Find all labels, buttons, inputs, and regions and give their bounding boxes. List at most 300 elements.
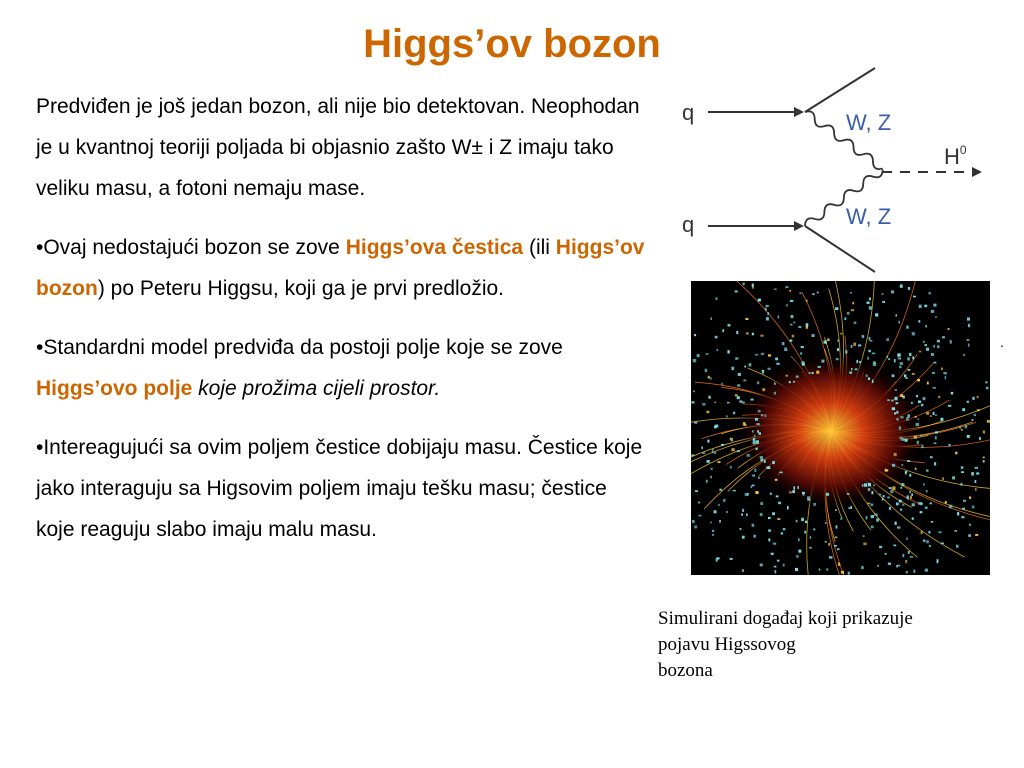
detector-hit xyxy=(977,396,979,398)
detector-hit xyxy=(726,415,728,417)
p3-text-c: koje prožima cijeli prostor. xyxy=(192,377,441,400)
higgs-particle-term: Higgs’ova čestica xyxy=(345,236,524,259)
detector-hit xyxy=(909,491,911,494)
detector-hit xyxy=(962,508,965,510)
detector-hit xyxy=(776,363,780,365)
detector-hit xyxy=(768,368,771,370)
detector-hit xyxy=(887,399,890,401)
detector-hit xyxy=(848,507,850,509)
detector-hit xyxy=(920,511,923,513)
detector-hit xyxy=(760,564,763,567)
detector-hit xyxy=(793,322,795,324)
detector-hit xyxy=(926,412,929,415)
detector-hit xyxy=(956,545,959,548)
detector-hit xyxy=(847,312,850,315)
detector-hit xyxy=(929,545,931,547)
detector-hit xyxy=(862,484,864,487)
detector-hit xyxy=(730,558,733,560)
detector-hit xyxy=(760,458,763,461)
detector-hit xyxy=(924,305,927,308)
detector-hit xyxy=(855,368,858,370)
detector-hit xyxy=(836,525,838,528)
detector-hit xyxy=(766,317,769,320)
detector-hit xyxy=(721,444,724,446)
detector-hit xyxy=(821,360,824,363)
detector-hit xyxy=(792,335,795,338)
detector-hit xyxy=(917,418,919,420)
detector-hit xyxy=(825,522,827,524)
detector-hit xyxy=(789,290,791,292)
detector-hit xyxy=(957,512,959,515)
detector-hit xyxy=(915,468,917,471)
detector-hit xyxy=(719,489,721,491)
detector-hit xyxy=(781,532,783,534)
p2-text-c: (ili xyxy=(523,236,556,259)
detector-hit xyxy=(755,469,757,472)
detector-hit xyxy=(762,388,765,391)
detector-hit xyxy=(790,340,793,342)
detector-hit xyxy=(716,557,719,559)
detector-hit xyxy=(983,431,985,434)
detector-hit xyxy=(706,480,708,483)
detector-hit xyxy=(752,524,755,527)
detector-hit xyxy=(963,500,966,502)
detector-hit xyxy=(896,314,898,316)
caption-line-1: Simulirani događaj koji prikazuje xyxy=(658,608,913,629)
detector-hit xyxy=(879,546,882,548)
detector-hit xyxy=(798,326,801,328)
detector-hit xyxy=(779,472,783,474)
detector-hit xyxy=(907,357,910,360)
detector-hit xyxy=(785,286,788,288)
detector-hit xyxy=(920,435,922,437)
detector-hit xyxy=(889,507,891,510)
detector-hit xyxy=(710,377,712,379)
higgs-event-simulation-image xyxy=(691,281,990,575)
detector-hit xyxy=(742,536,745,539)
detector-hit xyxy=(731,448,734,451)
detector-hit xyxy=(812,293,815,295)
detector-hit xyxy=(900,437,902,440)
detector-hit xyxy=(755,418,758,421)
detector-hit xyxy=(693,391,695,393)
detector-hit xyxy=(967,318,970,321)
detector-hit xyxy=(712,449,714,451)
detector-hit xyxy=(819,569,821,571)
detector-hit xyxy=(841,571,844,574)
detector-hit xyxy=(828,543,830,546)
detector-hit xyxy=(906,419,909,421)
detector-hit xyxy=(706,411,709,414)
detector-hit xyxy=(770,493,772,495)
detector-hit xyxy=(854,322,857,324)
detector-hit xyxy=(768,529,771,532)
detector-hit xyxy=(937,345,940,348)
detector-hit xyxy=(755,354,758,356)
detector-hit xyxy=(907,460,910,462)
detector-hit xyxy=(869,306,872,309)
detector-hit xyxy=(926,490,928,492)
detector-hit xyxy=(859,361,861,363)
detector-hit xyxy=(871,491,873,494)
detector-hit xyxy=(919,351,922,353)
detector-hit xyxy=(796,555,799,558)
detector-hit xyxy=(986,387,989,390)
detector-hit xyxy=(969,496,971,499)
detector-hit xyxy=(768,517,771,519)
detector-hit xyxy=(891,290,894,293)
detector-hit xyxy=(873,363,876,366)
detector-hit xyxy=(908,369,911,371)
detector-hit xyxy=(930,415,932,417)
detector-hit xyxy=(975,480,977,483)
detector-hit xyxy=(951,392,953,395)
detector-hit xyxy=(760,513,763,516)
detector-hit xyxy=(983,460,985,463)
detector-hit xyxy=(849,372,852,374)
detector-hit xyxy=(715,336,718,339)
detector-hit xyxy=(941,543,944,545)
detector-hit xyxy=(697,354,700,357)
detector-hit xyxy=(906,417,908,419)
detector-hit xyxy=(782,342,785,345)
detector-hit xyxy=(773,543,776,545)
stray-dot: . xyxy=(1000,334,1004,350)
detector-hit xyxy=(908,287,910,290)
detector-hit xyxy=(752,333,754,336)
detector-hit xyxy=(934,442,937,444)
detector-hit xyxy=(789,381,791,383)
quark-top-label: q xyxy=(682,100,695,125)
detector-hit xyxy=(753,441,756,444)
detector-hit xyxy=(911,494,913,496)
detector-hit xyxy=(905,560,907,563)
detector-hit xyxy=(714,426,717,429)
detector-hit xyxy=(952,476,955,479)
detector-hit xyxy=(892,407,895,410)
detector-hit xyxy=(926,348,929,351)
detector-hit xyxy=(744,366,746,368)
detector-hit xyxy=(965,425,968,428)
detector-hit xyxy=(975,534,978,536)
detector-hit xyxy=(935,414,937,416)
detector-hit xyxy=(775,358,778,361)
detector-hit xyxy=(758,410,761,412)
detector-hit xyxy=(730,438,732,441)
detector-hit xyxy=(752,485,755,487)
detector-hit xyxy=(921,531,923,534)
detector-hit xyxy=(708,396,711,399)
detector-hit xyxy=(838,340,840,342)
detector-hit xyxy=(934,362,936,364)
detector-hit xyxy=(802,492,805,494)
detector-hit xyxy=(889,487,892,489)
detector-hit xyxy=(702,403,705,405)
detector-hit xyxy=(916,423,919,426)
detector-hit xyxy=(710,317,712,320)
paragraph-3 xyxy=(36,327,646,409)
detector-hit xyxy=(866,375,868,377)
detector-hit xyxy=(705,369,707,372)
detector-hit xyxy=(928,531,930,534)
detector-hit xyxy=(891,400,893,402)
detector-hit xyxy=(900,509,902,511)
detector-hit xyxy=(949,505,953,509)
detector-hit xyxy=(777,518,780,520)
detector-hit xyxy=(712,451,714,454)
detector-hit xyxy=(943,372,947,374)
detector-hit xyxy=(926,540,929,543)
detector-hit xyxy=(836,358,839,360)
detector-hit xyxy=(791,315,794,318)
detector-hit xyxy=(852,302,854,304)
detector-hit xyxy=(871,526,874,529)
detector-hit xyxy=(977,409,980,411)
detector-hit xyxy=(737,396,740,399)
detector-hit xyxy=(775,570,777,573)
detector-hit xyxy=(692,520,695,523)
detector-hit xyxy=(755,491,758,494)
detector-hit xyxy=(813,503,816,506)
detector-hit xyxy=(912,517,914,519)
detector-hit xyxy=(923,540,925,543)
detector-hit xyxy=(921,404,924,407)
detector-hit xyxy=(760,456,763,458)
detector-hit xyxy=(764,460,766,463)
slide-title: Higgs’ov bozon xyxy=(363,22,661,66)
detector-hit xyxy=(717,461,720,463)
detector-hit xyxy=(894,397,897,401)
detector-hit xyxy=(910,496,912,499)
detector-hit xyxy=(752,475,755,477)
detector-hit xyxy=(900,416,903,418)
detector-hit xyxy=(899,426,901,429)
detector-hit xyxy=(824,340,827,343)
detector-hit xyxy=(708,376,710,379)
detector-hit xyxy=(777,560,780,562)
detector-hit xyxy=(712,530,714,532)
detector-hit xyxy=(793,486,795,489)
detector-hit xyxy=(691,401,694,404)
detector-hit xyxy=(963,354,965,356)
detector-hit xyxy=(778,502,781,505)
detector-hit xyxy=(931,521,933,523)
detector-hit xyxy=(774,566,777,568)
detector-hit xyxy=(744,424,747,426)
detector-hit xyxy=(901,487,903,489)
detector-hit xyxy=(935,436,937,439)
paragraph-4: •Intereagujući sa ovim poljem čestice dobijaju masu. Čestice koje jako interaguju sa Higsovim poljem imaju tešku masu; čestice koje reaguju slabo imaju malu masu. xyxy=(36,436,643,541)
detector-hit xyxy=(906,326,909,329)
detector-hit xyxy=(937,559,939,562)
paragraph-2 xyxy=(36,227,646,309)
detector-hit xyxy=(899,500,902,503)
detector-hit xyxy=(856,360,858,363)
detector-hit xyxy=(930,456,933,458)
detector-hit xyxy=(925,325,927,327)
detector-hit xyxy=(893,545,896,547)
detector-hit xyxy=(827,339,829,342)
detector-hit xyxy=(901,464,903,466)
detector-hit xyxy=(712,534,714,536)
detector-hit xyxy=(784,348,787,350)
detector-hit xyxy=(911,402,913,404)
detector-hit xyxy=(834,545,837,547)
caption-line-3: bozona xyxy=(658,660,713,681)
detector-hit xyxy=(908,414,911,417)
detector-hit xyxy=(754,435,756,438)
detector-hit xyxy=(920,503,923,505)
detector-hit xyxy=(749,363,752,366)
detector-hit xyxy=(876,518,879,521)
detector-hit xyxy=(808,372,811,374)
detector-hit xyxy=(871,515,874,518)
detector-hit xyxy=(840,518,842,520)
detector-hit xyxy=(945,501,947,504)
detector-hit xyxy=(801,518,804,521)
detector-hit xyxy=(933,345,935,348)
detector-hit xyxy=(710,522,712,524)
detector-hit xyxy=(741,514,743,516)
detector-hit xyxy=(783,528,786,530)
detector-hit xyxy=(924,344,927,346)
detector-hit xyxy=(869,337,871,341)
detector-hit xyxy=(972,397,974,400)
detector-hit xyxy=(743,402,745,404)
detector-hit xyxy=(714,510,717,513)
detector-hit xyxy=(761,415,763,417)
detector-hit xyxy=(714,452,716,454)
detector-hit xyxy=(746,513,748,516)
detector-hit xyxy=(858,345,861,347)
detector-hit xyxy=(736,331,738,334)
detector-hit xyxy=(886,338,889,341)
detector-hit xyxy=(894,453,897,456)
detector-hit xyxy=(974,414,976,416)
detector-hit xyxy=(694,334,696,336)
detector-hit xyxy=(825,541,827,543)
detector-hit xyxy=(746,332,749,334)
detector-hit xyxy=(967,435,970,438)
detector-hit xyxy=(826,493,829,496)
detector-hit xyxy=(908,551,910,554)
detector-hit xyxy=(914,436,917,439)
detector-hit xyxy=(731,438,733,441)
detector-hit xyxy=(847,493,850,495)
detector-hit xyxy=(754,535,756,538)
detector-hit xyxy=(870,340,873,342)
detector-hit xyxy=(971,472,974,476)
detector-hit xyxy=(882,293,884,295)
detector-hit xyxy=(918,401,921,404)
detector-hit xyxy=(800,352,802,354)
detector-hit xyxy=(925,507,928,510)
detector-hit xyxy=(850,506,852,509)
detector-hit xyxy=(985,381,988,383)
detector-hit xyxy=(906,571,909,573)
detector-hit xyxy=(906,537,908,540)
detector-hit xyxy=(933,412,935,415)
detector-hit xyxy=(806,300,808,302)
detector-hit xyxy=(942,477,944,480)
quark-top-out xyxy=(805,68,875,112)
detector-hit xyxy=(771,553,774,555)
detector-hit xyxy=(716,297,718,300)
detector-hit xyxy=(790,324,793,326)
detector-hit xyxy=(753,438,755,441)
detector-hit xyxy=(914,416,917,418)
detector-hit xyxy=(766,467,769,469)
detector-hit xyxy=(760,335,763,337)
detector-hit xyxy=(967,401,969,403)
detector-hit xyxy=(848,572,850,575)
detector-hit xyxy=(711,468,713,470)
detector-hit xyxy=(867,357,869,360)
detector-hit xyxy=(932,372,935,374)
detector-hit xyxy=(890,490,893,493)
detector-hit xyxy=(935,316,937,318)
detector-hit xyxy=(968,324,970,327)
detector-hit xyxy=(935,431,938,433)
detector-hit xyxy=(745,493,748,496)
detector-hit xyxy=(739,400,742,402)
detector-hit xyxy=(851,368,853,370)
detector-hit xyxy=(868,483,871,486)
detector-hit xyxy=(950,340,952,344)
detector-hit xyxy=(983,457,985,459)
detector-hit xyxy=(972,506,974,509)
detector-hit xyxy=(912,356,914,359)
detector-hit xyxy=(867,302,870,304)
detector-hit xyxy=(885,469,888,471)
detector-hit xyxy=(901,483,904,486)
detector-hit xyxy=(942,336,945,338)
detector-hit xyxy=(941,368,943,371)
detector-hit xyxy=(863,535,865,537)
detector-hit xyxy=(909,353,911,356)
detector-hit xyxy=(756,423,759,425)
detector-hit xyxy=(793,381,795,383)
detector-hit xyxy=(912,373,915,375)
detector-hit xyxy=(792,490,795,493)
detector-hit xyxy=(949,444,951,447)
detector-hit xyxy=(938,396,940,398)
detector-hit xyxy=(812,334,815,337)
detector-hit xyxy=(767,312,769,315)
detector-hit xyxy=(918,320,920,323)
detector-hit xyxy=(900,284,903,287)
detector-hit xyxy=(896,402,899,404)
detector-hit xyxy=(905,471,907,474)
detector-hit xyxy=(916,395,918,397)
detector-hit xyxy=(896,411,898,414)
detector-hit xyxy=(727,402,730,404)
detector-hit xyxy=(776,495,779,497)
detector-hit xyxy=(923,484,925,486)
detector-hit xyxy=(937,340,940,343)
detector-hit xyxy=(961,516,964,518)
detector-hit xyxy=(766,305,769,307)
detector-hit xyxy=(796,376,799,378)
detector-hit xyxy=(774,392,776,395)
detector-hit xyxy=(954,530,957,532)
detector-hit xyxy=(867,503,870,505)
detector-hit xyxy=(806,326,808,329)
detector-hit xyxy=(738,373,741,376)
detector-hit xyxy=(941,418,944,421)
detector-hit xyxy=(898,565,901,567)
detector-hit xyxy=(838,563,840,566)
